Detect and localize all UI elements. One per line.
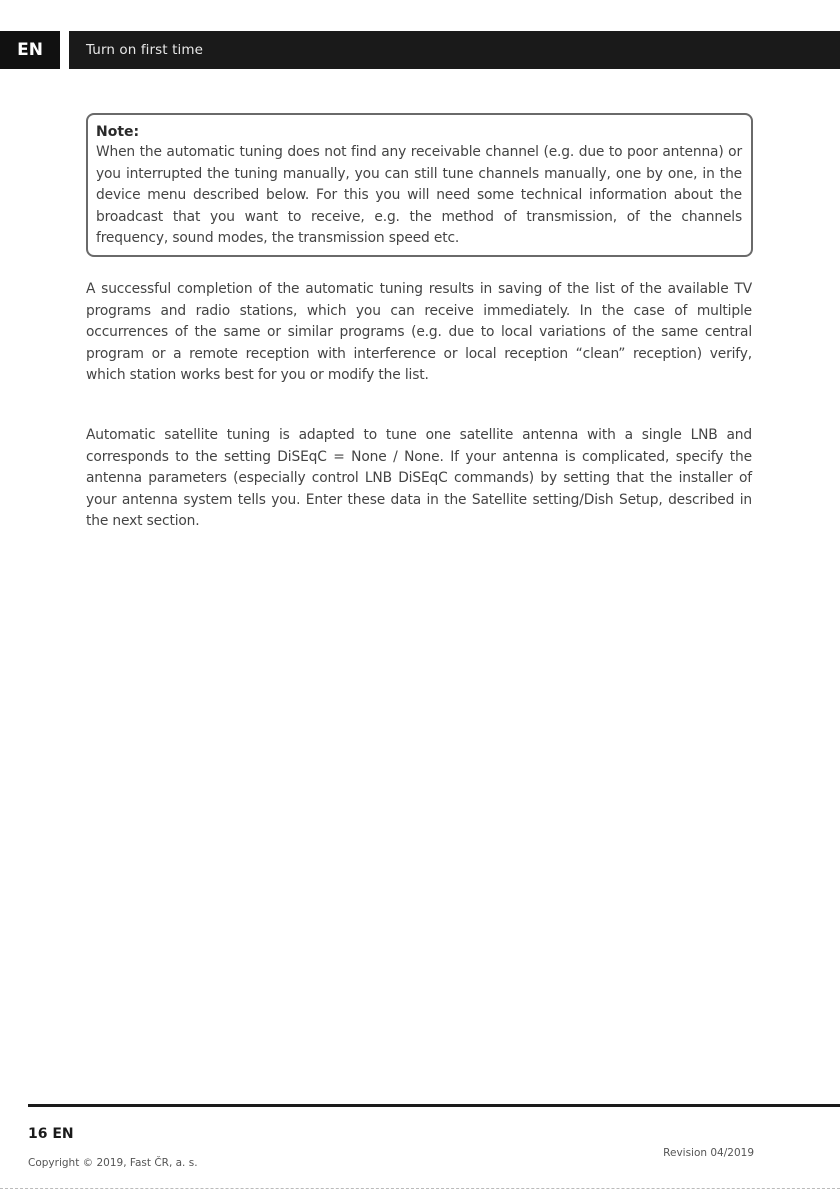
section-title: Turn on first time	[86, 42, 203, 58]
body-paragraph: A successful completion of the automatic tuning results in saving of the list of the available TV programs and radio stations, which you can receive immediately. In the case of multiple occurrences of the same or similar programs (e.g. due to local variations of the same central program or a remote reception with interference or local reception “clean” reception) verify, which station works best for you or modify the list.	[86, 281, 752, 383]
note-text: When the automatic tuning does not find any receivable channel (e.g. due to poor antenna) or you interrupted the tuning manually, you can still tune channels manually, one by one, in the device menu described below. For this you will need some technical information about the broadcast that you want to receive, e.g. the method of transmission, of the channels frequency, sound modes, the transmission speed etc.	[96, 144, 742, 246]
header-bar	[0, 31, 840, 69]
copyright-text: Copyright © 2019, Fast ČR, a. s.	[28, 1157, 198, 1169]
page-number: 16 EN	[28, 1126, 74, 1142]
revision-text: Revision 04/2019	[663, 1147, 754, 1159]
language-tab: EN	[0, 31, 69, 69]
footer-rule	[28, 1104, 840, 1107]
body-paragraph: Automatic satellite tuning is adapted to tune one satellite antenna with a single LNB and corresponds to the setting DiSEqC = None / None. If your antenna is complicated, specify the antenna parameters (especially control LNB DiSEqC commands) by setting that the installer of your antenna system tells you. Enter these data in the Satellite setting/Dish Setup, described in the next section.	[86, 427, 752, 529]
note-box	[86, 113, 753, 257]
page-edge-divider	[0, 1188, 840, 1189]
note-title: Note:	[96, 124, 140, 140]
